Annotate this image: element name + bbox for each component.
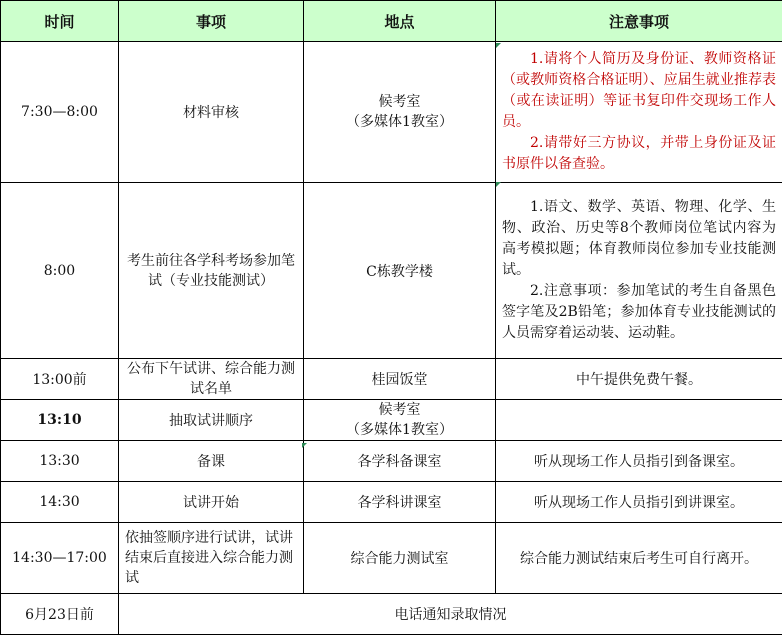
table-row — [1, 42, 782, 183]
time-cell: 13:10 — [1, 400, 119, 441]
header-time: 时间 — [1, 1, 119, 42]
comment-marker-icon — [496, 43, 501, 48]
notes-cell — [496, 42, 782, 183]
item-text: 依抽签顺序进行试讲，试讲结束后直接进入综合能力测试 — [125, 530, 293, 586]
item-text: 公布下午试讲、综合能力测试名单 — [127, 361, 295, 397]
time-cell: 8:00 — [1, 183, 119, 359]
location-line: 候考室 — [378, 402, 421, 418]
notes-cell: 中午提供免费午餐。 — [496, 359, 782, 400]
location-cell: 各学科讲课室 — [304, 482, 496, 523]
header-location: 地点 — [304, 1, 496, 42]
table-row — [1, 359, 782, 400]
table-row — [1, 441, 782, 482]
header-row — [1, 1, 782, 42]
note-paragraph: 1.语文、数学、英语、物理、化学、生物、政治、历史等8个教师岗位笔试内容为高考模拟题；体育教师岗位参加专业技能测试。 — [502, 199, 776, 278]
notes-cell: 综合能力测试结束后考生可自行离开。 — [496, 523, 782, 594]
location-cell: 各学科备课室 — [304, 441, 496, 482]
time-cell: 14:30 — [1, 482, 119, 523]
note-paragraph: 2.请带好三方协议，并带上身份证及证书原件以备查验。 — [502, 135, 776, 172]
note-paragraph: 2.注意事项：参加笔试的考生自备黑色签字笔及2B铅笔；参加体育专业技能测试的人员需穿着运动装、运动鞋。 — [502, 283, 776, 341]
table-row — [1, 400, 782, 441]
item-cell — [119, 359, 304, 400]
time-cell: 13:30 — [1, 441, 119, 482]
location-cell — [304, 42, 496, 183]
item-cell — [119, 523, 304, 594]
location-line: 候考室 — [378, 94, 421, 110]
item-cell: 材料审核 — [119, 42, 304, 183]
location-line: （多媒体1教室） — [346, 422, 453, 438]
note-paragraph: 1.请将个人简历及身份证、教师资格证（或教师资格合格证明）、应届生就业推荐表（或在读证明）等证书复印件交现场工作人员。 — [502, 51, 776, 130]
header-notes: 注意事项 — [496, 1, 782, 42]
table-row — [1, 523, 782, 594]
time-cell: 13:00前 — [1, 359, 119, 400]
table-row — [1, 482, 782, 523]
merged-cell: 电话通知录取情况 — [119, 594, 782, 635]
location-line: （多媒体1教室） — [346, 114, 453, 130]
header-item: 事项 — [119, 1, 304, 42]
location-cell: 桂园饭堂 — [304, 359, 496, 400]
location-cell — [304, 400, 496, 441]
item-cell: 抽取试讲顺序 — [119, 400, 304, 441]
notes-cell: 听从现场工作人员指引到讲课室。 — [496, 482, 782, 523]
table-row — [1, 594, 782, 635]
notes-cell: 听从现场工作人员指引到备课室。 — [496, 441, 782, 482]
comment-marker-icon — [496, 182, 501, 187]
item-text: 考生前往各学科考场参加笔试（专业技能测试） — [127, 252, 295, 289]
item-cell: 备课 — [119, 441, 304, 482]
time-cell: 7:30—8:00 — [1, 42, 119, 183]
table-row — [1, 183, 782, 359]
time-cell: 14:30—17:00 — [1, 523, 119, 594]
item-cell: 试讲开始 — [119, 482, 304, 523]
comment-marker-icon — [302, 443, 307, 448]
location-cell: C栋教学楼 — [304, 183, 496, 359]
notes-cell — [496, 183, 782, 359]
location-cell: 综合能力测试室 — [304, 523, 496, 594]
time-cell: 6月23日前 — [1, 594, 119, 635]
notes-cell — [496, 400, 782, 441]
item-cell — [119, 183, 304, 359]
